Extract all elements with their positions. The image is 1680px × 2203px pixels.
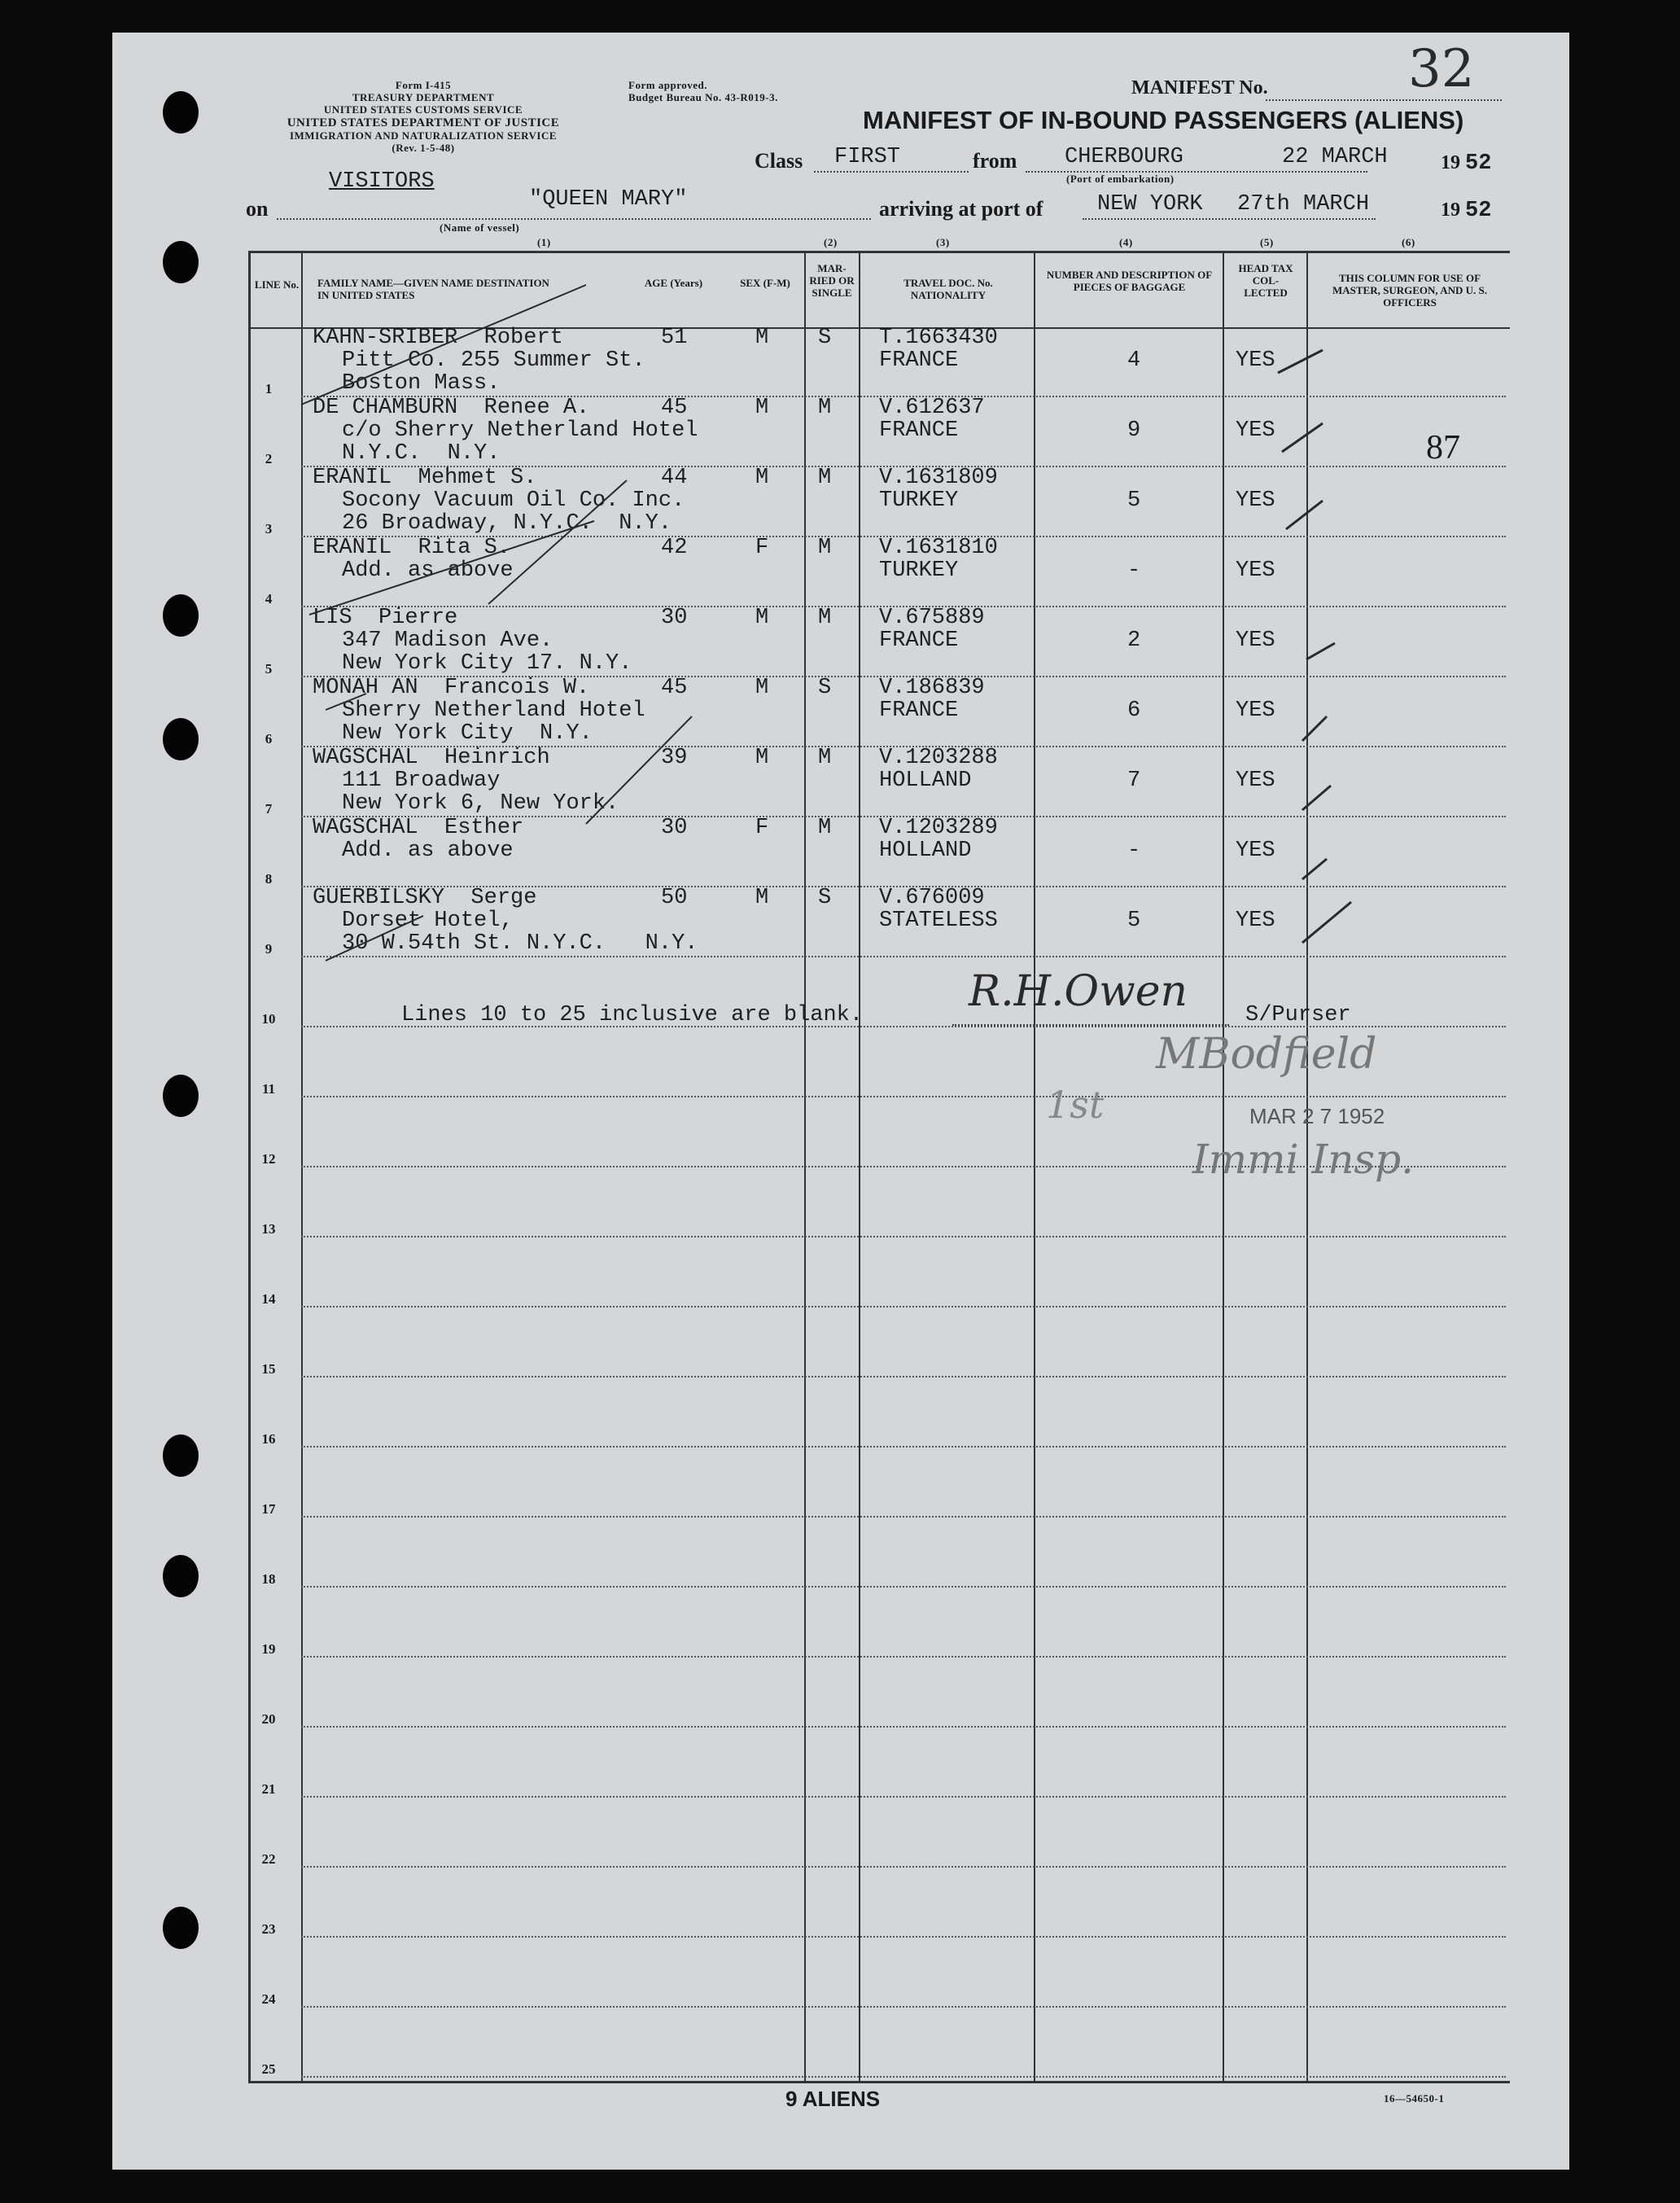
col-header-married: MAR-RIED OR SINGLE xyxy=(809,262,855,299)
passenger-bag: 5 xyxy=(1127,488,1141,513)
passenger-ms: M xyxy=(818,606,832,630)
passenger-bag: - xyxy=(1127,558,1141,583)
passenger-bag: 9 xyxy=(1127,418,1141,443)
passenger-age: 51 xyxy=(661,326,688,350)
passenger-age: 42 xyxy=(661,536,688,560)
passenger-doc: V.675889 xyxy=(879,606,985,630)
passenger-ms: M xyxy=(818,746,832,770)
passenger-sex: M xyxy=(755,466,769,490)
customs-label: UNITED STATES CUSTOMS SERVICE xyxy=(323,103,523,116)
passenger-bag: 4 xyxy=(1127,348,1141,373)
inspector-signature: MBodfield xyxy=(1156,1030,1377,1079)
colnum-3: (3) xyxy=(936,236,950,248)
passenger-nat: HOLLAND xyxy=(879,769,972,793)
passenger-line: 4 xyxy=(265,591,273,607)
passenger-tax: YES xyxy=(1236,699,1275,723)
year-prefix: 19 xyxy=(1441,152,1460,173)
revision-label: (Rev. 1-5-48) xyxy=(392,142,455,154)
line-number: 15 xyxy=(261,1361,276,1377)
passenger-line: 5 xyxy=(265,661,273,677)
passenger-ms: M xyxy=(818,536,832,560)
alien-count: 9 ALIENS xyxy=(785,2087,881,2111)
passenger-doc: V.186839 xyxy=(879,676,985,700)
colnum-5: (5) xyxy=(1260,236,1274,248)
on-label: on xyxy=(246,197,269,221)
passenger-doc: V.612637 xyxy=(879,396,985,420)
passenger-ms: S xyxy=(818,886,832,910)
initial-mark: 1st xyxy=(1046,1083,1105,1127)
embarkation-port-caption: (Port of embarkation) xyxy=(1066,173,1175,185)
passenger-dest1: Pitt Co. 255 Summer St. xyxy=(342,348,645,373)
col-header-baggage: NUMBER AND DESCRIPTION OF PIECES OF BAGGAGE xyxy=(1046,269,1213,293)
passenger-dest1: Add. as above xyxy=(342,558,514,583)
passenger-sex: M xyxy=(755,326,769,350)
passenger-tax: YES xyxy=(1236,348,1275,373)
form-number: Form I-415 xyxy=(395,79,452,91)
line-number: 16 xyxy=(261,1431,276,1447)
col-header-sex: SEX (F-M) xyxy=(740,277,790,289)
line-number: 20 xyxy=(261,1711,276,1727)
passenger-name: ERANIL Mehmet S. xyxy=(313,466,537,490)
vessel-caption: (Name of vessel) xyxy=(440,221,520,234)
passenger-ms: M xyxy=(818,396,832,420)
col-header-line: LINE No. xyxy=(254,278,300,291)
passenger-bag: - xyxy=(1127,839,1141,863)
passenger-doc: V.676009 xyxy=(879,886,985,910)
tick-mark xyxy=(1306,643,1335,659)
colnum-6: (6) xyxy=(1402,236,1415,248)
approval-text: Form approved. xyxy=(628,79,708,91)
passenger-name: KAHN-SRIBER Robert xyxy=(313,326,563,350)
passenger-ms: M xyxy=(818,466,832,490)
passenger-bag: 6 xyxy=(1127,699,1141,723)
line-number: 19 xyxy=(261,1641,276,1657)
pen-line xyxy=(326,916,423,961)
passenger-doc: T.1663430 xyxy=(879,326,998,350)
passenger-age: 45 xyxy=(661,676,688,700)
passenger-line: 3 xyxy=(265,521,273,537)
passenger-sex: M xyxy=(755,746,769,770)
tick-mark xyxy=(1302,786,1331,810)
passenger-dest1: Add. as above xyxy=(342,839,514,863)
manifest-title: MANIFEST OF IN-BOUND PASSENGERS (ALIENS) xyxy=(863,106,1464,134)
inspector-title-signature: Immi Insp. xyxy=(1192,1136,1414,1183)
year-suffix: 52 xyxy=(1465,151,1492,176)
ins-label: IMMIGRATION AND NATURALIZATION SERVICE xyxy=(289,129,558,142)
passenger-dest1: Sherry Netherland Hotel xyxy=(342,699,645,723)
tick-mark xyxy=(1282,423,1323,452)
line-number: 10 xyxy=(261,1011,276,1027)
embarkation-port: CHERBOURG xyxy=(1065,145,1183,169)
passenger-dest1: c/o Sherry Netherland Hotel xyxy=(342,418,698,443)
col-header-name: FAMILY NAME—GIVEN NAME DESTINATION IN UNITED STATES xyxy=(317,277,549,301)
passenger-name: WAGSCHAL Heinrich xyxy=(313,746,550,770)
passenger-ms: S xyxy=(818,326,832,350)
passenger-dest1: 347 Madison Ave. xyxy=(342,628,553,653)
passenger-age: 50 xyxy=(661,886,688,910)
passenger-age: 44 xyxy=(661,466,688,490)
embarkation-date: 22 MARCH xyxy=(1282,145,1388,169)
passenger-sex: M xyxy=(755,886,769,910)
colnum-2: (2) xyxy=(824,236,838,248)
passenger-sex: M xyxy=(755,606,769,630)
passenger-dest2: New York City N.Y. xyxy=(342,721,593,746)
line-number: 24 xyxy=(261,1991,276,2007)
col-header-officers: THIS COLUMN FOR USE OF MASTER, SURGEON, AND U. S. OFFICERS xyxy=(1332,272,1487,309)
passenger-nat: FRANCE xyxy=(879,348,959,373)
passenger-dest2: Boston Mass. xyxy=(342,371,501,396)
passenger-tax: YES xyxy=(1236,628,1275,653)
passenger-dest2: New York 6, New York. xyxy=(342,791,619,816)
passenger-nat: HOLLAND xyxy=(879,839,972,863)
passenger-age: 30 xyxy=(661,816,688,840)
tick-mark xyxy=(1302,902,1351,943)
passenger-nat: FRANCE xyxy=(879,628,959,653)
year-suffix: 52 xyxy=(1465,199,1492,223)
passenger-dest2: 30 W.54th St. N.Y.C. N.Y. xyxy=(342,931,698,956)
passenger-nat: FRANCE xyxy=(879,418,959,443)
tick-mark xyxy=(1286,501,1323,529)
pen-line xyxy=(326,694,366,710)
line-number: 11 xyxy=(261,1081,276,1097)
line-number: 13 xyxy=(261,1221,276,1237)
passenger-line: 8 xyxy=(265,871,273,887)
passenger-line: 9 xyxy=(265,941,273,957)
passenger-bag: 2 xyxy=(1127,628,1141,653)
passenger-nat: TURKEY xyxy=(879,488,959,513)
officer-note: 87 xyxy=(1426,429,1460,466)
line-number: 14 xyxy=(261,1291,276,1307)
line-number: 23 xyxy=(261,1921,276,1937)
passenger-name: ERANIL Rita S. xyxy=(313,536,511,560)
visitors-stamp: VISITORS xyxy=(329,169,435,194)
line-number: 21 xyxy=(261,1781,276,1797)
class-label: Class xyxy=(755,149,803,173)
budget-number: Budget Bureau No. 43-R019-3. xyxy=(628,91,778,103)
vessel-name: "QUEEN MARY" xyxy=(529,187,688,212)
passenger-sex: M xyxy=(755,676,769,700)
passenger-tax: YES xyxy=(1236,418,1275,443)
passenger-sex: F xyxy=(755,816,769,840)
manifest-number-label: MANIFEST No. xyxy=(1131,77,1268,99)
passenger-name: WAGSCHAL Esther xyxy=(313,816,524,840)
form-print-code: 16—54650-1 xyxy=(1384,2092,1445,2104)
year-prefix: 19 xyxy=(1441,199,1460,221)
passenger-age: 39 xyxy=(661,746,688,770)
passenger-tax: YES xyxy=(1236,488,1275,513)
line-number: 17 xyxy=(261,1501,276,1517)
colnum-1: (1) xyxy=(537,236,551,248)
col-header-age: AGE (Years) xyxy=(644,277,703,289)
arrival-port: NEW YORK xyxy=(1097,192,1203,217)
pen-line xyxy=(301,285,586,405)
passenger-name: GUERBILSKY Serge xyxy=(313,886,537,910)
from-label: from xyxy=(973,149,1017,173)
passenger-tax: YES xyxy=(1236,769,1275,793)
passenger-dest2: 26 Broadway, N.Y.C. N.Y. xyxy=(342,511,672,536)
passenger-doc: V.1631810 xyxy=(879,536,998,560)
tick-mark xyxy=(1302,716,1327,741)
line-number: 18 xyxy=(261,1571,276,1587)
manifest-number: 32 xyxy=(1408,39,1475,99)
passenger-dest2: New York City 17. N.Y. xyxy=(342,651,632,676)
passenger-bag: 7 xyxy=(1127,769,1141,793)
passenger-tax: YES xyxy=(1236,909,1275,933)
line-number: 12 xyxy=(261,1151,276,1167)
passenger-line: 1 xyxy=(265,381,273,396)
purser-signature: R.H.Owen xyxy=(969,967,1188,1016)
arrival-date: 27th MARCH xyxy=(1237,192,1370,217)
passenger-doc: V.1631809 xyxy=(879,466,998,490)
arriving-label: arriving at port of xyxy=(879,197,1043,221)
passenger-dest1: 111 Broadway xyxy=(342,769,501,793)
passenger-doc: V.1203288 xyxy=(879,746,998,770)
pen-line xyxy=(586,716,692,824)
class-value: FIRST xyxy=(834,145,901,169)
passenger-age: 30 xyxy=(661,606,688,630)
tick-mark xyxy=(1278,350,1323,373)
col-header-tax: HEAD TAX COL-LECTED xyxy=(1238,262,1293,299)
passenger-age: 45 xyxy=(661,396,688,420)
passenger-ms: M xyxy=(818,816,832,840)
passenger-doc: V.1203289 xyxy=(879,816,998,840)
tick-mark xyxy=(1302,859,1327,879)
pen-line xyxy=(309,521,594,615)
passenger-dest1: Dorset Hotel, xyxy=(342,909,514,933)
passenger-nat: STATELESS xyxy=(879,909,998,933)
passenger-tax: YES xyxy=(1236,558,1275,583)
passenger-sex: M xyxy=(755,396,769,420)
passenger-line: 7 xyxy=(265,801,273,817)
passenger-tax: YES xyxy=(1236,839,1275,863)
blank-lines-note: Lines 10 to 25 inclusive are blank. xyxy=(401,1003,864,1027)
passenger-name: DE CHAMBURN Renee A. xyxy=(313,396,590,420)
colnum-4: (4) xyxy=(1119,236,1133,248)
passenger-sex: F xyxy=(755,536,769,560)
col-header-doc: TRAVEL DOC. No. NATIONALITY xyxy=(903,277,993,301)
passenger-name: MONAH AN Francois W. xyxy=(313,676,590,700)
passenger-line: 2 xyxy=(265,451,273,466)
passenger-bag: 5 xyxy=(1127,909,1141,933)
passenger-dest1: Socony Vacuum Oil Co. Inc. xyxy=(342,488,685,513)
justice-label: UNITED STATES DEPARTMENT OF JUSTICE xyxy=(287,116,560,129)
line-number: 22 xyxy=(261,1851,276,1867)
line-number: 25 xyxy=(261,2061,276,2077)
pen-line xyxy=(488,480,627,604)
purser-label: S/Purser xyxy=(1245,1003,1351,1027)
passenger-nat: TURKEY xyxy=(879,558,959,583)
passenger-nat: FRANCE xyxy=(879,699,959,723)
passenger-dest2: N.Y.C. N.Y. xyxy=(342,441,501,466)
passenger-line: 6 xyxy=(265,731,273,747)
treasury-label: TREASURY DEPARTMENT xyxy=(352,91,495,103)
inspection-date-stamp: MAR 2 7 1952 xyxy=(1249,1104,1385,1128)
passenger-name: LIS Pierre xyxy=(313,606,458,630)
passenger-ms: S xyxy=(818,676,832,700)
